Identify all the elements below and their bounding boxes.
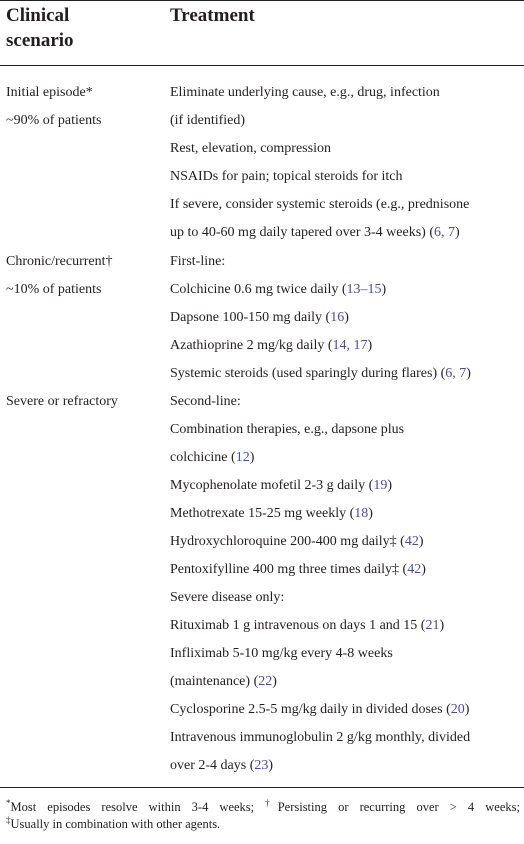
treatment-line bbox=[170, 112, 245, 129]
treatment-line bbox=[170, 757, 273, 774]
treatment-text: over 2-4 days ( bbox=[170, 758, 255, 773]
treatment-text: Colchicine 0.6 mg twice daily ( bbox=[170, 282, 347, 297]
reference-close-paren: ) bbox=[368, 506, 373, 521]
treatment-line bbox=[170, 393, 241, 410]
treatment-text: Cyclosporine 2.5-5 mg/kg daily in divided doses ( bbox=[170, 702, 451, 717]
treatment-text: Azathioprine 2 mg/kg daily ( bbox=[170, 338, 333, 353]
footnote-marker-dagger: † bbox=[265, 798, 278, 808]
treatment-text: Second-line: bbox=[170, 394, 241, 409]
reference-link[interactable]: 12 bbox=[235, 450, 250, 465]
header-col1-line2: scenario bbox=[6, 30, 74, 51]
scenario-line: Chronic/recurrent† bbox=[6, 254, 113, 269]
treatment-line bbox=[170, 309, 349, 326]
reference-close-paren: ) bbox=[421, 562, 426, 577]
reference-close-paren: ) bbox=[344, 310, 349, 325]
footnote bbox=[6, 799, 520, 833]
scenario-line: ~10% of patients bbox=[6, 282, 102, 297]
scenario-line: ~90% of patients bbox=[6, 113, 102, 128]
reference-link[interactable]: 14, 17 bbox=[332, 338, 368, 353]
treatment-text: NSAIDs for pain; topical steroids for itch bbox=[170, 169, 403, 184]
treatment-line bbox=[170, 645, 393, 662]
treatment-line bbox=[170, 168, 403, 185]
treatment-line bbox=[170, 561, 426, 578]
treatment-text: First-line: bbox=[170, 254, 226, 269]
treatment-text: If severe, consider systemic steroids (e.g., prednisone bbox=[170, 197, 470, 212]
treatment-line bbox=[170, 477, 392, 494]
treatment-line bbox=[170, 505, 373, 522]
footnote-text-1: Most episodes resolve within 3-4 weeks; bbox=[10, 800, 266, 814]
reference-close-paren: ) bbox=[249, 450, 255, 465]
reference-link[interactable]: 6, 7 bbox=[433, 225, 455, 240]
treatment-line bbox=[170, 84, 440, 101]
reference-link[interactable]: 18 bbox=[354, 506, 369, 521]
treatment-line bbox=[170, 421, 404, 438]
treatment-text: Infliximab 5-10 mg/kg every 4-8 weeks bbox=[170, 646, 393, 661]
treatment-line bbox=[170, 673, 277, 690]
treatment-text: Pentoxifylline 400 mg three times daily‡ ( bbox=[170, 562, 408, 577]
treatment-line bbox=[170, 365, 471, 382]
treatment-line bbox=[170, 224, 460, 241]
treatment-text: colchicine ( bbox=[170, 450, 236, 465]
table-bottom-rule bbox=[0, 787, 524, 788]
reference-close-paren: ) bbox=[418, 534, 424, 549]
reference-link[interactable]: 20 bbox=[450, 702, 465, 717]
reference-link[interactable]: 6, 7 bbox=[445, 366, 467, 381]
reference-link[interactable]: 22 bbox=[258, 674, 273, 689]
treatment-text: Systemic steroids (used sparingly during flares) ( bbox=[170, 366, 446, 381]
treatment-line bbox=[170, 140, 331, 157]
header-clinical-scenario bbox=[6, 3, 74, 53]
treatment-text: (if identified) bbox=[170, 113, 246, 128]
reference-link[interactable]: 42 bbox=[404, 534, 419, 549]
treatment-line bbox=[170, 729, 470, 746]
reference-close-paren: ) bbox=[268, 758, 274, 773]
footnote-marker-double-dagger: ‡ bbox=[6, 815, 11, 825]
treatment-text: Rituximab 1 g intravenous on days 1 and 15 ( bbox=[170, 618, 426, 633]
reference-close-paren: ) bbox=[466, 366, 471, 381]
treatment-text: Rest, elevation, compression bbox=[170, 141, 331, 156]
reference-link[interactable]: 21 bbox=[425, 618, 440, 633]
treatment-text: up to 40-60 mg daily tapered over 3-4 weeks) ( bbox=[170, 225, 434, 240]
treatment-text: Intravenous immunoglobulin 2 g/kg monthly, divided bbox=[170, 730, 471, 745]
reference-link[interactable]: 13–15 bbox=[346, 282, 382, 297]
footnote-text-3: Usually in combination with other agents. bbox=[10, 817, 221, 831]
footnote-marker-asterisk: * bbox=[6, 798, 11, 808]
reference-close-paren: ) bbox=[464, 702, 470, 717]
reference-close-paren: ) bbox=[439, 618, 445, 633]
reference-close-paren: ) bbox=[367, 338, 373, 353]
treatment-text: Mycophenolate mofetil 2-3 g daily ( bbox=[170, 478, 374, 493]
treatment-line bbox=[170, 617, 444, 634]
footnote-line-1 bbox=[6, 799, 520, 816]
reference-link[interactable]: 16 bbox=[330, 310, 345, 325]
reference-close-paren: ) bbox=[387, 478, 393, 493]
treatment-text: Hydroxychloroquine 200-400 mg daily‡ ( bbox=[170, 534, 405, 549]
table-top-rule bbox=[0, 0, 524, 1]
treatment-line bbox=[170, 533, 424, 550]
scenario-line: Severe or refractory bbox=[6, 394, 118, 409]
treatment-line bbox=[170, 281, 386, 298]
treatment-text: Eliminate underlying cause, e.g., drug, infection bbox=[170, 85, 440, 100]
treatment-text: Dapsone 100-150 mg daily ( bbox=[170, 310, 331, 325]
treatment-text: Methotrexate 15-25 mg weekly ( bbox=[170, 506, 355, 521]
treatment-line bbox=[170, 589, 284, 606]
treatment-line bbox=[170, 196, 469, 213]
header-bottom-rule bbox=[0, 65, 524, 66]
reference-link[interactable]: 42 bbox=[407, 562, 422, 577]
reference-close-paren: ) bbox=[454, 225, 460, 240]
treatment-line bbox=[170, 449, 254, 466]
footnote-line-2 bbox=[6, 816, 520, 833]
header-treatment: Treatment bbox=[170, 5, 255, 26]
treatment-line bbox=[170, 701, 469, 718]
treatment-text: Severe disease only: bbox=[170, 590, 285, 605]
header-col1-line1: Clinical bbox=[6, 5, 70, 26]
footnote-text-2: Persisting or recurring over > 4 weeks; bbox=[277, 800, 520, 814]
reference-link[interactable]: 23 bbox=[254, 758, 269, 773]
reference-close-paren: ) bbox=[381, 282, 387, 297]
reference-close-paren: ) bbox=[272, 674, 277, 689]
scenario-line: Initial episode* bbox=[6, 85, 93, 100]
reference-link[interactable]: 19 bbox=[373, 478, 388, 493]
treatment-text: (maintenance) ( bbox=[170, 674, 259, 689]
treatment-line bbox=[170, 253, 225, 270]
treatment-text: Combination therapies, e.g., dapsone plus bbox=[170, 422, 405, 437]
treatment-line bbox=[170, 337, 372, 354]
